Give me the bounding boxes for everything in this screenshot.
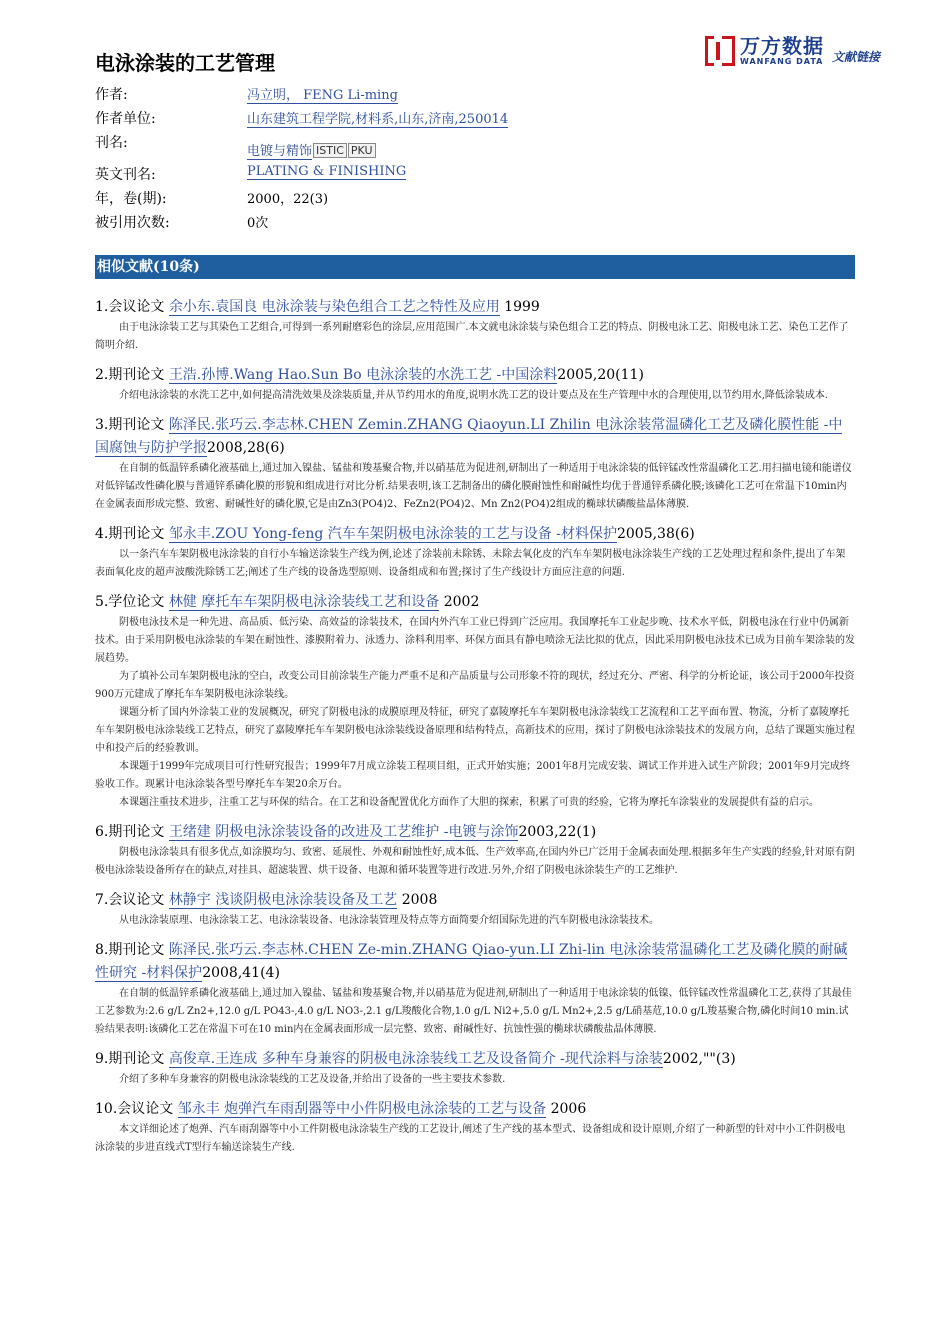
similar-docs-header: 相似文献(10条)	[95, 255, 855, 279]
wanfang-logo-icon	[705, 36, 735, 66]
similar-doc-source: 2006	[546, 1101, 587, 1117]
similar-doc-abstract	[95, 912, 855, 930]
similar-doc-heading	[95, 523, 855, 546]
logo-tagline: 文献链接	[832, 49, 881, 64]
similar-doc-abstract	[95, 844, 855, 880]
abstract-paragraph: 课题分析了国内外涂装工业的发展概况，研究了阴极电泳的成膜原理及特征，研究了嘉陵摩托车车架阴极电泳涂装线工艺流程和工艺平面布置、物流，分析了嘉陵摩托车车架阴极电泳涂装线工艺特点，研究了嘉陵摩托车车架阴极电泳涂装线设备原理和结构特点，高新技术的应用，探讨了阴极电泳涂装技术的发展方向，总结了课题实施过程中和投产后的经验教训。	[95, 707, 855, 754]
logo-en-text: WANFANG DATA	[740, 57, 824, 66]
similar-doc-link[interactable]: 高俊章.王连成 多种车身兼容的阴极电泳涂装线工艺及设备简介 -现代涂料与涂装	[168, 1051, 663, 1067]
similar-doc-type: 7.会议论文	[95, 892, 165, 908]
abstract-paragraph: 在自制的低温锌系磷化液基础上,通过加入镍盐、锰盐和羧基聚合物,并以硝基苊为促进剂,研制出了一种适用于电泳涂装的低镍、低锌锰改性常温磷化工艺,获得了其最佳工艺参数为:2.6 g/L Zn2+,12.0 g/L PO43-,4.0 g/L NO3-,2.1 g/L羧酸化合物,1.0 g/L Ni2+,5.0 g/L Mn2+,2.5 g/L硝基苊,10.0 g/L羧基聚合物,磷化时间10 min.试验结果表明:该磷化工艺在常温下可在10 min内在金属表面形成一层完整、致密、耐碱性好、抗蚀性强的椭球状磷酸盐晶体薄膜.	[95, 988, 852, 1035]
pku-badge: PKU	[348, 143, 376, 158]
similar-doc-abstract	[95, 985, 855, 1039]
similar-doc-link[interactable]: 邹永丰.ZOU Yong-feng 汽车车架阴极电泳涂装的工艺与设备 -材料保护	[168, 526, 617, 542]
similar-doc-type: 1.会议论文	[95, 299, 165, 315]
similar-doc-item	[95, 1098, 855, 1157]
similar-doc-type: 9.期刊论文	[95, 1051, 165, 1067]
similar-doc-heading	[95, 1048, 855, 1071]
similar-doc-source: 2003,22(1)	[518, 824, 597, 840]
similar-doc-abstract	[95, 614, 855, 812]
abstract-paragraph: 阴极电泳技术是一种先进、高品质、低污染、高效益的涂装技术，在国内外汽车工业已得到广泛应用。我国摩托车工业起步晚、技术水平低，阴极电泳在行业中仍属新技术。由于采用阴极电泳涂装的车架在耐蚀性、漆膜附着力、泳透力、涂料利用率、环保方面具有静电喷涂无法比拟的优点，因此采用阴极电泳技术已成为目前车架涂装的发展趋势。	[95, 617, 855, 664]
similar-doc-heading	[95, 889, 855, 912]
similar-doc-type: 5.学位论文	[95, 594, 165, 610]
similar-doc-source: 1999	[499, 299, 540, 315]
similar-doc-abstract	[95, 460, 855, 514]
similar-doc-heading	[95, 296, 855, 319]
wanfang-logo[interactable]	[705, 33, 880, 69]
meta-row-year	[95, 186, 855, 210]
similar-doc-heading	[95, 1098, 855, 1121]
similar-doc-heading	[95, 414, 855, 460]
similar-doc-link[interactable]: 王绪建 阴极电泳涂装设备的改进及工艺维护 -电镀与涂饰	[168, 824, 519, 840]
meta-row-journal	[95, 130, 855, 162]
meta-row-en-journal	[95, 162, 855, 186]
similar-doc-item	[95, 364, 855, 405]
page-title: 电泳涂装的工艺管理	[95, 51, 275, 75]
abstract-paragraph: 在自制的低温锌系磷化液基础上,通过加入镍盐、锰盐和羧基聚合物,并以硝基苊为促进剂,研制出了一种适用于电泳涂装的低锌锰改性常温磷化工艺.用扫描电镜和能谱仪对低锌锰改性磷化膜与普通锌系磷化膜的形貌和组成进行对比分析.结果表明,该工艺制备出的磷化膜耐蚀性和耐碱性均优于普通锌系磷化膜;该磷化工艺可在常温下10min内在金属表面形成完整、致密、耐碱性好的磷化膜,它是由Zn3(PO4)2、FeZn2(PO4)2、Mn Zn2(PO4)2组成的椭球状磷酸盐晶体薄膜.	[95, 463, 852, 510]
similar-doc-type: 6.期刊论文	[95, 824, 165, 840]
abstract-paragraph: 本课题于1999年完成项目可行性研究报告；1999年7月成立涂装工程项目组，正式开始实施；2001年8月完成安装、调试工作并进入试生产阶段；2001年9月完成终验收工作。现累计电泳涂装各型号摩托车车架20余万台。	[95, 761, 850, 790]
unit-link[interactable]: 山东建筑工程学院,材料系,山东,济南,250014	[247, 112, 509, 127]
cited-label: 被引用次数:	[95, 215, 170, 231]
abstract-paragraph: 为了填补公司车架阴极电泳的空白，改变公司目前涂装生产能力严重不足和产品质量与公司形象不符的现状，经过充分、严密、科学的分析论证，该公司于2000年投资900万元建成了摩托车车架阴极电泳涂装线。	[95, 671, 855, 700]
istic-badge: ISTIC	[313, 143, 347, 158]
en-journal-label: 英文刊名:	[95, 167, 156, 183]
similar-doc-item	[95, 523, 855, 582]
similar-doc-item	[95, 591, 855, 812]
similar-doc-link[interactable]: 陈泽民.张巧云.李志林.CHEN Ze-min.ZHANG Qiao-yun.LI Zhi-lin 电泳涂装常温磷化工艺及磷化膜的耐碱性研究 -材料保护	[95, 942, 848, 981]
meta-row-cited	[95, 210, 855, 234]
abstract-paragraph: 阴极电泳涂装具有很多优点,如涂膜均匀、致密、延展性、外观和耐蚀性好,成本低、生产效率高,在国内外已广泛用于金属表面处理.根据多年生产实践的经验,针对原有阴极电泳涂装设备所存在的缺点,对挂具、超滤装置、烘干设备、电源和循环装置等进行改进.另外,介绍了阴极电泳涂装生产的工艺维护.	[95, 847, 855, 876]
en-journal-link[interactable]: PLATING & FINISHING	[247, 164, 407, 179]
abstract-paragraph: 以一条汽车车架阴极电泳涂装的自行小车输送涂装生产线为例,论述了涂装前未除锈、未除去氧化皮的汽车车架阴极电泳涂装生产线的工艺处理过程和条件,提出了车架表面氧化皮的超声波酸洗除锈工艺;阐述了生产线的设备选型原则、设备组成和布置;探讨了生产线设计方面应注意的问题.	[95, 549, 846, 578]
similar-doc-source: 2008,28(6)	[207, 440, 285, 456]
similar-doc-abstract	[95, 1121, 855, 1157]
year-label: 年，卷(期):	[95, 191, 167, 207]
similar-doc-link[interactable]: 王浩.孙博.Wang Hao.Sun Bo 电泳涂装的水洗工艺 -中国涂料	[168, 367, 558, 383]
similar-docs-list	[95, 296, 855, 1166]
author-link[interactable]: 冯立明， FENG Li-ming	[247, 88, 398, 103]
similar-doc-link[interactable]: 林健 摩托车车架阴极电泳涂装线工艺和设备	[168, 594, 440, 610]
similar-doc-item	[95, 296, 855, 355]
similar-doc-heading	[95, 364, 855, 387]
similar-doc-link[interactable]: 余小东.袁国良 电泳涂装与染色组合工艺之特性及应用	[168, 299, 500, 315]
similar-doc-item	[95, 939, 855, 1039]
abstract-paragraph: 本课题注重技术进步，注重工艺与环保的结合。在工艺和设备配置优化方面作了大胆的探索，积累了可贵的经验，它将为摩托车涂装业的发展提供有益的启示。	[119, 797, 819, 808]
year-value: 2000，22(3)	[247, 192, 329, 207]
abstract-paragraph: 介绍了多种车身兼容的阴极电泳涂装线的工艺及设备,并给出了设备的一些主要技术参数.	[119, 1074, 506, 1085]
cited-value: 0次	[247, 216, 269, 231]
similar-doc-type: 4.期刊论文	[95, 526, 165, 542]
similar-doc-link[interactable]: 陈泽民.张巧云.李志林.CHEN Zemin.ZHANG Qiaoyun.LI Zhilin 电泳涂装常温磷化工艺及磷化膜性能 -中国腐蚀与防护学报	[95, 417, 843, 456]
similar-doc-type: 3.期刊论文	[95, 417, 165, 433]
similar-doc-link[interactable]: 林静宇 浅谈阴极电泳涂装设备及工艺	[168, 892, 398, 908]
similar-doc-source: 2005,20(11)	[557, 367, 644, 383]
journal-link[interactable]: 电镀与精饰	[247, 144, 313, 159]
similar-doc-item	[95, 889, 855, 930]
similar-doc-link[interactable]: 邹永丰 炮弹汽车雨刮器等中小件阴极电泳涂装的工艺与设备	[177, 1101, 547, 1117]
similar-doc-source: 2008,41(4)	[202, 965, 280, 981]
similar-doc-type: 10.会议论文	[95, 1101, 174, 1117]
similar-doc-source: 2005,38(6)	[616, 526, 695, 542]
abstract-paragraph: 由于电泳涂装工艺与其染色工艺组合,可得到一系列耐磨彩色的涂层,应用范围广.本文就电泳涂装与染色组合工艺的特点、阴极电泳工艺、阳极电泳工艺、染色工艺作了简明介绍.	[95, 322, 849, 351]
similar-doc-item	[95, 414, 855, 514]
logo-cn-text: 万方数据	[740, 34, 824, 58]
metadata-table	[95, 82, 855, 234]
meta-row-unit	[95, 106, 855, 130]
similar-doc-abstract	[95, 546, 855, 582]
similar-doc-heading	[95, 821, 855, 844]
similar-doc-abstract	[95, 319, 855, 355]
abstract-paragraph: 从电泳涂装原理、电泳涂装工艺、电泳涂装设备、电泳涂装管理及特点等方面简要介绍国际先进的汽车阴极电泳涂装技术。	[119, 915, 659, 926]
meta-row-author	[95, 82, 855, 106]
similar-doc-abstract	[95, 1071, 855, 1089]
similar-doc-item	[95, 1048, 855, 1089]
abstract-paragraph: 本文详细论述了炮弹、汽车雨刮器等中小工件阴极电泳涂装生产线的工艺设计,阐述了生产线的基本型式、设备组成和设计原则,介绍了一种新型的针对中小工件阴极电泳涂装的步进直线式T型行车输送涂装生产线.	[95, 1124, 846, 1153]
similar-doc-source: 2002,""(3)	[662, 1051, 736, 1067]
similar-doc-type: 2.期刊论文	[95, 367, 165, 383]
unit-label: 作者单位:	[95, 111, 156, 127]
similar-doc-heading	[95, 939, 855, 985]
similar-doc-type: 8.期刊论文	[95, 942, 165, 958]
similar-doc-abstract	[95, 387, 855, 405]
similar-doc-heading	[95, 591, 855, 614]
author-label: 作者:	[95, 87, 128, 103]
similar-doc-item	[95, 821, 855, 880]
similar-doc-source: 2002	[439, 594, 480, 610]
abstract-paragraph: 介绍电泳涂装的水洗工艺中,如何提高清洗效果及涂装质量,并从节约用水的角度,说明水洗工艺的设计要点及在生产管理中水的合理使用,以节约用水,降低涂装成本.	[119, 390, 829, 401]
journal-label: 刊名:	[95, 135, 128, 151]
similar-doc-source: 2008	[397, 892, 438, 908]
